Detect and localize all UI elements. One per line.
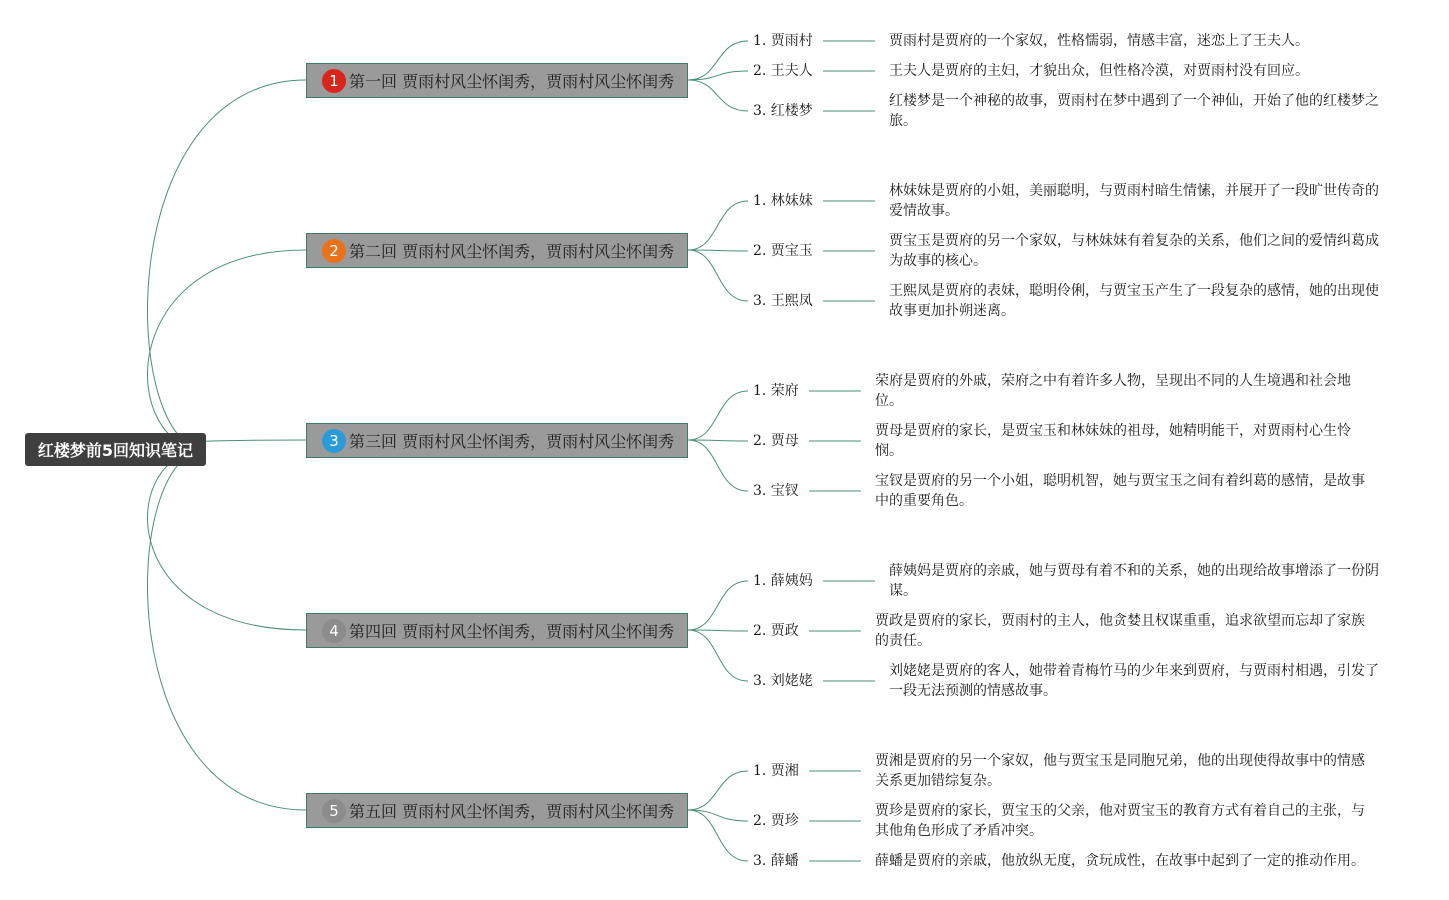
chapter-node-4[interactable] — [306, 613, 688, 648]
chapter-number-badge: 2 — [322, 239, 346, 263]
chapter-item-link — [688, 201, 748, 250]
root-link-4 — [147, 450, 306, 630]
topic-node[interactable]: 3. 红楼梦 — [753, 103, 813, 119]
chapter-title: 第四回 贾雨村风尘怀闺秀，贾雨村风尘怀闺秀 — [349, 622, 675, 641]
chapter-item-link — [688, 440, 748, 491]
topic-description: 贾雨村是贾府的一个家奴，性格懦弱，情感丰富，迷恋上了王夫人。 — [889, 33, 1309, 49]
topic-description: 贾宝玉是贾府的另一个家奴，与林妹妹有着复杂的关系，他们之间的爱情纠葛成为故事的核心。 — [889, 233, 1379, 269]
chapter-node-2[interactable] — [306, 233, 688, 268]
root-node[interactable]: 红楼梦前5回知识笔记 — [25, 433, 206, 466]
topic-description: 薛蟠是贾府的亲戚，他放纵无度，贪玩成性，在故事中起到了一定的推动作用。 — [875, 853, 1365, 869]
topic-node[interactable]: 1. 贾湘 — [753, 763, 799, 779]
topic-node[interactable]: 3. 薛蟠 — [753, 853, 799, 869]
chapter-number-badge: 1 — [322, 69, 346, 93]
topic-description: 林妹妹是贾府的小姐，美丽聪明，与贾雨村暗生情愫，并展开了一段旷世传奇的爱情故事。 — [889, 183, 1379, 219]
topic-node[interactable]: 1. 薛姨妈 — [753, 573, 813, 589]
topic-node[interactable]: 1. 林妹妹 — [753, 193, 813, 209]
topic-node[interactable]: 3. 王熙凤 — [753, 293, 813, 309]
root-link-1 — [147, 80, 306, 450]
chapter-item-link — [688, 391, 748, 440]
topic-description: 王夫人是贾府的主妇，才貌出众，但性格冷漠，对贾雨村没有回应。 — [889, 63, 1309, 79]
topic-description: 王熙凤是贾府的表妹，聪明伶俐，与贾宝玉产生了一段复杂的感情，她的出现使故事更加扑朔迷离。 — [889, 283, 1379, 319]
topic-description: 荣府是贾府的外戚，荣府之中有着许多人物，呈现出不同的人生境遇和社会地位。 — [875, 373, 1351, 409]
topic-description: 刘姥姥是贾府的客人，她带着青梅竹马的少年来到贾府，与贾雨村相遇，引发了一段无法预测的情感故事。 — [889, 663, 1379, 699]
topic-description: 薛姨妈是贾府的亲戚，她与贾母有着不和的关系，她的出现给故事增添了一份阴谋。 — [889, 563, 1379, 599]
chapter-number-badge: 4 — [322, 619, 346, 643]
chapter-item-link — [688, 250, 748, 251]
topic-node[interactable]: 2. 贾宝玉 — [753, 243, 813, 259]
topic-description: 红楼梦是一个神秘的故事，贾雨村在梦中遇到了一个神仙，开始了他的红楼梦之旅。 — [889, 93, 1379, 129]
topic-node[interactable]: 2. 贾母 — [753, 433, 799, 449]
chapter-title: 第三回 贾雨村风尘怀闺秀，贾雨村风尘怀闺秀 — [349, 432, 675, 451]
chapter-title: 第二回 贾雨村风尘怀闺秀，贾雨村风尘怀闺秀 — [349, 242, 675, 261]
topic-description: 宝钗是贾府的另一个小姐，聪明机智，她与贾宝玉之间有着纠葛的感情，是故事中的重要角色。 — [875, 473, 1365, 509]
topic-node[interactable]: 1. 贾雨村 — [753, 33, 813, 49]
topic-description: 贾湘是贾府的另一个家奴，他与贾宝玉是同胞兄弟，他的出现使得故事中的情感关系更加错综复杂。 — [875, 753, 1365, 789]
topic-description: 贾政是贾府的家长，贾雨村的主人，他贪婪且权谋重重，追求欲望而忘却了家族的责任。 — [875, 613, 1365, 649]
topic-node[interactable]: 2. 贾政 — [753, 623, 799, 639]
chapter-node-1[interactable] — [306, 63, 688, 98]
chapter-title: 第一回 贾雨村风尘怀闺秀，贾雨村风尘怀闺秀 — [349, 72, 675, 91]
chapter-node-3[interactable] — [306, 423, 688, 458]
topic-description: 贾母是贾府的家长，是贾宝玉和林妹妹的祖母，她精明能干，对贾雨村心生怜悯。 — [875, 423, 1351, 459]
chapter-number-badge: 5 — [322, 799, 346, 823]
topic-node[interactable]: 2. 贾珍 — [753, 813, 799, 829]
topic-node[interactable]: 1. 荣府 — [753, 383, 799, 399]
chapter-number-badge: 3 — [322, 429, 346, 453]
root-link-2 — [147, 250, 306, 450]
chapter-title: 第五回 贾雨村风尘怀闺秀，贾雨村风尘怀闺秀 — [349, 802, 675, 821]
topic-node[interactable]: 2. 王夫人 — [753, 63, 813, 79]
chapter-item-link — [688, 250, 748, 301]
chapter-item-link — [688, 440, 748, 441]
topic-node[interactable]: 3. 刘姥姥 — [753, 673, 813, 689]
chapter-node-5[interactable] — [306, 793, 688, 828]
chapter-item-link — [688, 581, 748, 630]
chapter-item-link — [688, 810, 748, 861]
root-link-5 — [147, 450, 306, 810]
topic-node[interactable]: 3. 宝钗 — [753, 483, 799, 499]
topic-description: 贾珍是贾府的家长，贾宝玉的父亲，他对贾宝玉的教育方式有着自己的主张，与其他角色形成了矛盾冲突。 — [875, 803, 1365, 839]
chapter-item-link — [688, 630, 748, 681]
chapter-item-link — [688, 771, 748, 810]
chapter-item-link — [688, 630, 748, 631]
chapter-item-link — [688, 80, 748, 111]
chapter-item-link — [688, 41, 748, 80]
